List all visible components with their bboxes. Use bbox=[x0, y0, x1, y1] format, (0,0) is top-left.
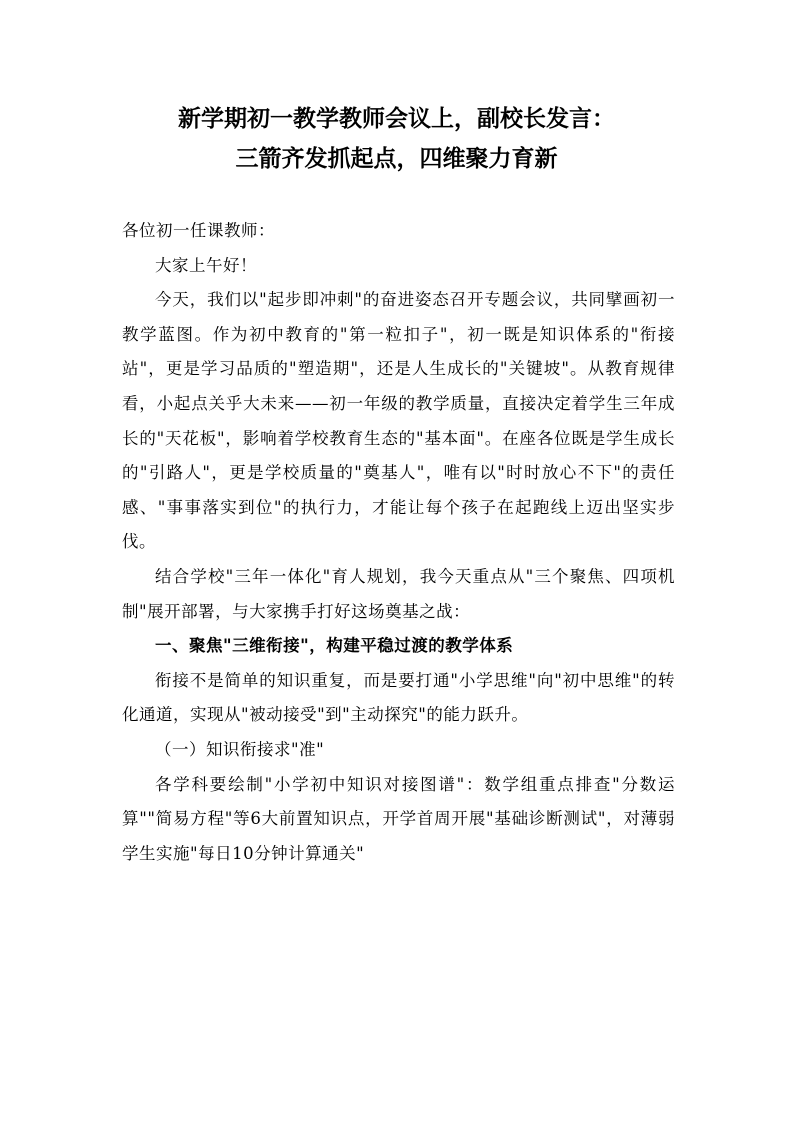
salutation: 各位初一任课教师： bbox=[122, 221, 275, 240]
paragraph-plan: 结合学校"三年一体化"育人规划，我今天重点从"三个聚焦、四项机制"展开部署，与大家携手打好这场奠基之战： bbox=[122, 566, 675, 621]
document-title-line-1: 新学期初一教学教师会议上，副校长发言： bbox=[178, 106, 615, 132]
paragraph-intro: 今天，我们以"起步即冲刺"的奋进姿态召开专题会议，共同擘画初一教学蓝图。作为初中教育的"第一粒扣子"，初一既是知识体系的"衔接站"，更是学习品质的"塑造期"，还是人生成长的"关键坡"。从教育规律看，小起点关乎大未来——初一年级的教学质量，直接决定着学生三年成长的"天花板"，影响着学校教育生态的"基本面"。在座各位既是学生成长的"引路人"，更是学校质量的"奠基人"，唯有以"时时放心不下"的责任感、"事事落实到位"的执行力，才能让每个孩子在起跑线上迈出坚实步伐。 bbox=[122, 290, 675, 552]
document-body bbox=[122, 214, 675, 871]
document-title-line-2: 三箭齐发抓起点，四维聚力育新 bbox=[235, 146, 558, 172]
section-heading-1: 一、聚焦"三维衔接"，构建平稳过渡的教学体系 bbox=[155, 636, 514, 656]
subsection-heading-1: （一）知识衔接求"准" bbox=[155, 739, 325, 759]
paragraph-subsection-1: 各学科要绘制"小学初中知识对接图谱"：数学组重点排查"分数运算""简易方程"等6大前置知识点，开学首周开展"基础诊断测试"，对薄弱学生实施"每日10分钟计算通关" bbox=[122, 774, 675, 863]
paragraph-section-1: 衔接不是简单的知识重复，而是要打通"小学思维"向"初中思维"的转化通道，实现从"被动接受"到"主动探究"的能力跃升。 bbox=[122, 670, 675, 725]
greeting: 大家上午好！ bbox=[155, 255, 257, 275]
